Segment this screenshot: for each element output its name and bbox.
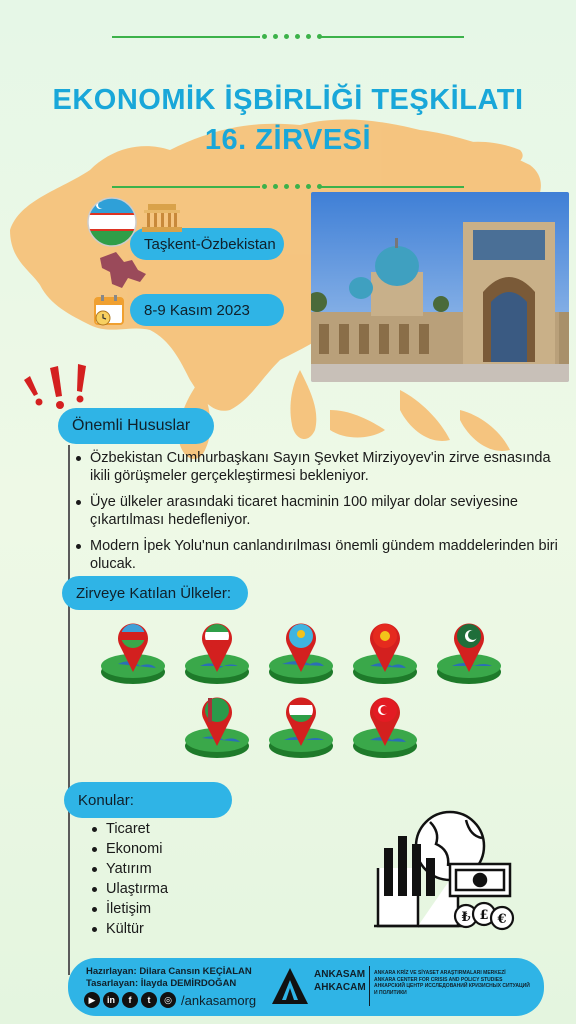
issues-heading-text: Önemli Hususlar — [72, 417, 191, 434]
tajikistan-flag-icon — [268, 690, 334, 760]
ankasam-logo-icon — [268, 964, 312, 1008]
title-line-2: 16. ZİRVESİ — [204, 124, 372, 156]
org-name-2: AHKACAM — [314, 982, 366, 993]
turkey-flag-icon — [352, 690, 418, 760]
iran-flag-icon — [184, 616, 250, 686]
topics-list — [92, 820, 292, 940]
footer-bar — [68, 958, 544, 1016]
top-rule-dots — [262, 34, 322, 39]
instagram-icon[interactable]: ◎ — [160, 992, 176, 1008]
list-item: Özbekistan Cumhurbaşkanı Sayın Şevket Mirziyoyev'in zirve esnasında ikili görüşmeler gerçekleştirmesi bekleniyor. — [76, 449, 570, 485]
turkmenistan-flag-icon — [184, 690, 250, 760]
kazakhstan-flag-icon — [268, 616, 334, 686]
azerbaijan-flag-icon — [100, 616, 166, 686]
location-pill — [130, 228, 284, 260]
top-rule-right — [318, 36, 464, 38]
title-line-1: EKONOMİK İŞBİRLİĞİ TEŞKİLATI — [52, 84, 524, 116]
designed-by: Tasarlayan: İlayda DEMİRDOĞAN — [86, 978, 237, 989]
youtube-icon[interactable]: ▶ — [84, 992, 100, 1008]
twitter-icon[interactable]: t — [141, 992, 157, 1008]
svg-text:€: € — [497, 912, 507, 927]
economy-illustration-icon — [370, 808, 520, 938]
top-rule-left — [112, 36, 260, 38]
topics-heading-text: Konular: — [78, 791, 134, 809]
calendar-clock-icon — [94, 294, 124, 328]
linkedin-icon[interactable]: in — [103, 992, 119, 1008]
list-item: Kültür — [92, 920, 292, 938]
org-description — [374, 970, 534, 996]
list-item: İletişim — [92, 900, 292, 918]
date-pill — [130, 294, 284, 326]
date-text: 8-9 Kasım 2023 — [144, 301, 250, 319]
mid-rule-left — [112, 186, 260, 188]
list-item: Yatırım — [92, 860, 292, 878]
pakistan-flag-icon — [436, 616, 502, 686]
org-line-1: ANKARA KRİZ VE SİYASET ARAŞTIRMALARI MERKEZİ — [374, 970, 506, 976]
svg-text:₺: ₺ — [461, 910, 471, 925]
countries-heading-text: Zirveye Katılan Ülkeler: — [76, 584, 232, 602]
timeline-line — [68, 445, 70, 975]
list-item: Üye ülkeler arasındaki ticaret hacminin 100 milyar dolar seviyesine çıkartılması hedefleniyor. — [76, 493, 570, 529]
org-line-2: ANKARA CENTER FOR CRISIS AND POLICY STUDIES — [374, 976, 503, 983]
countries-heading — [62, 576, 248, 610]
list-item: Modern İpek Yolu'nun canlandırılması önemli gündem maddelerinden biri olucak. — [76, 537, 570, 573]
list-item: Ticaret — [92, 820, 292, 838]
page-title — [0, 80, 576, 160]
list-item: Ekonomi — [92, 840, 292, 858]
exclamation-icon — [20, 360, 96, 416]
prepared-by: Hazırlayan: Dilara Cansın KEÇİALAN — [86, 966, 252, 977]
social-icons — [84, 992, 256, 1008]
org-name — [314, 968, 366, 994]
tashkent-mosque-photo — [311, 192, 569, 382]
location-text: Taşkent-Özbekistan — [144, 235, 276, 253]
kyrgyzstan-flag-icon — [352, 616, 418, 686]
facebook-icon[interactable]: f — [122, 992, 138, 1008]
svg-text:£: £ — [479, 908, 489, 923]
org-line-3: АНКАРСКИЙ ЦЕНТР ИССЛЕДОВАНИЙ КРИЗИСНЫХ СИТУАЦИЙ И ПОЛИТИКИ — [374, 983, 530, 996]
topics-heading — [64, 782, 232, 818]
org-name-1: ANKASAM — [314, 969, 366, 980]
mid-rule-dots — [262, 184, 322, 189]
government-building-icon — [142, 202, 182, 232]
issues-list — [76, 449, 570, 581]
footer-divider — [369, 966, 370, 1006]
mid-rule-right — [318, 186, 464, 188]
list-item: Ulaştırma — [92, 880, 292, 898]
uzbekistan-flag-icon — [86, 196, 138, 248]
social-handle[interactable]: /ankasamorg — [181, 992, 257, 1008]
